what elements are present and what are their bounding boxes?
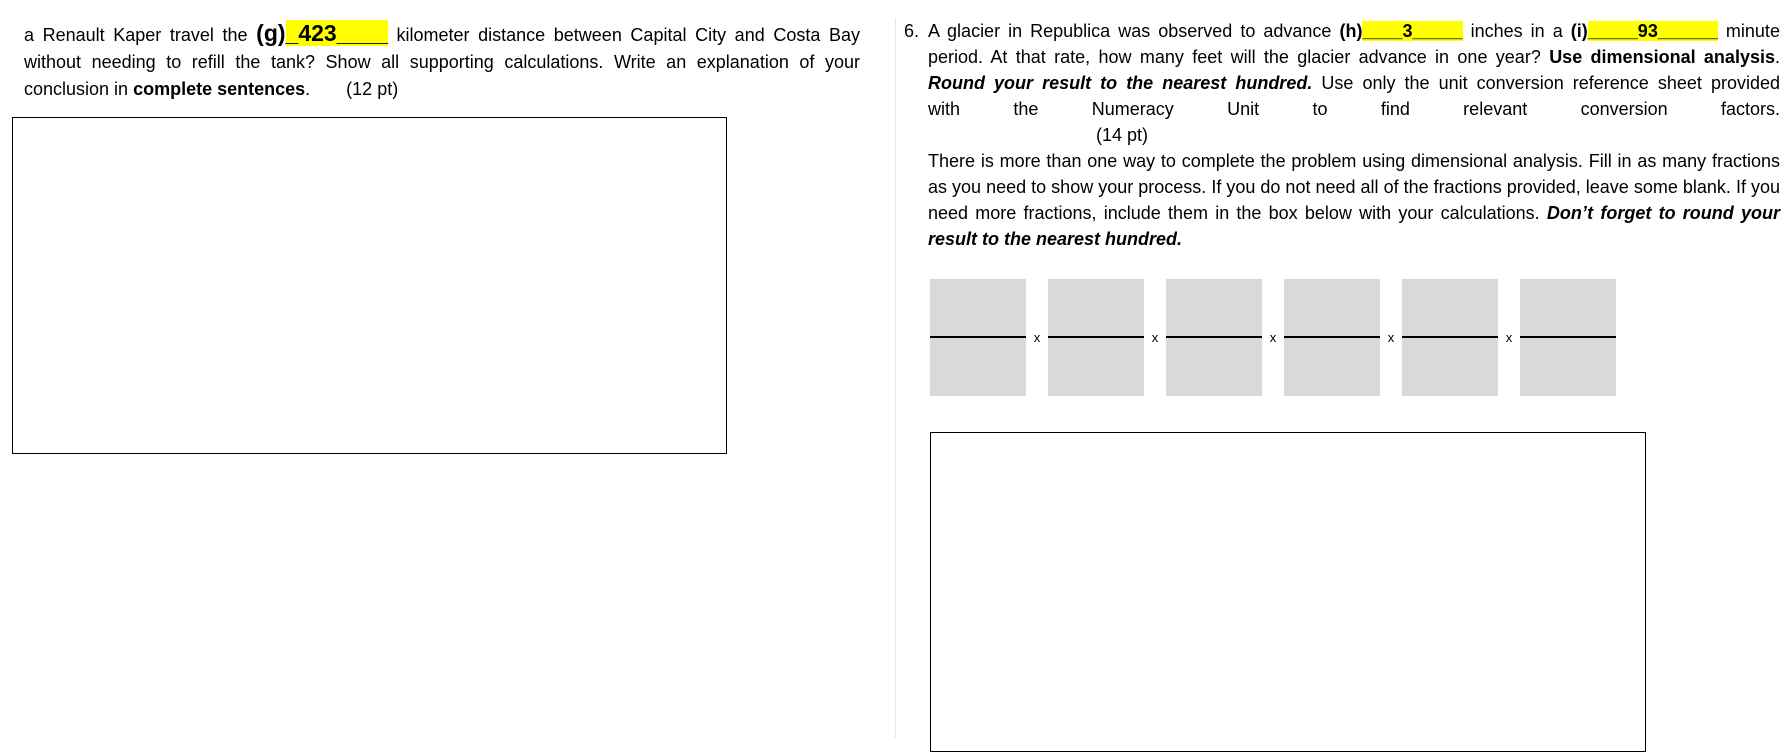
q6-reference-text: Use only the unit conversion reference sheet provided bbox=[1321, 73, 1780, 93]
instructions-text: There is more than one way to complete the problem using dimensional analysis. Fill in as many fractions as you need to show your process. If you do not need all of the fractions provided, leave some blank. If you need more fractions, include them in the box below with your calculations. bbox=[928, 151, 1780, 223]
fraction-bar bbox=[1402, 336, 1498, 338]
left-line-2: without needing to refill the tank? Show all supporting calculations. Write an explanation of your bbox=[24, 52, 860, 72]
multiply-sign: x bbox=[1269, 330, 1277, 345]
q6-line-2-end: . bbox=[1774, 47, 1780, 67]
fraction-box-6[interactable] bbox=[1520, 279, 1616, 396]
fraction-bar bbox=[1284, 336, 1380, 338]
left-line-3-period: . bbox=[305, 79, 311, 99]
fraction-row bbox=[930, 279, 1670, 396]
g-label: (g) bbox=[256, 20, 286, 46]
left-intro-text: a Renault Kaper travel the bbox=[24, 25, 248, 45]
fraction-box-3[interactable] bbox=[1166, 279, 1262, 396]
multiply-sign: x bbox=[1033, 330, 1041, 345]
multiply-sign: x bbox=[1387, 330, 1395, 345]
right-points: (14 pt) bbox=[1096, 125, 1149, 145]
q6-line-3 bbox=[928, 70, 1780, 96]
fraction-bar bbox=[1048, 336, 1144, 338]
left-line-3 bbox=[24, 76, 860, 103]
fraction-bar bbox=[1166, 336, 1262, 338]
q6-line-2 bbox=[928, 44, 1780, 70]
multiply-sign: x bbox=[1151, 330, 1159, 345]
multiply-sign: x bbox=[1505, 330, 1513, 345]
dimensional-analysis-bold: Use dimensional analysis bbox=[1549, 47, 1775, 67]
dont-forget-bold-italic: Don’t forget to round your result to the nearest hundred. bbox=[928, 203, 1780, 249]
q6-intro: A glacier in Republica was observed to advance bbox=[928, 21, 1332, 41]
left-question-text bbox=[24, 20, 860, 103]
left-answer-box[interactable] bbox=[12, 117, 727, 454]
question-6-paragraph bbox=[928, 18, 1780, 148]
left-line-1 bbox=[24, 20, 860, 49]
round-instruction-bold-italic: Round your result to the nearest hundred. bbox=[928, 73, 1313, 93]
instructions-paragraph bbox=[928, 148, 1780, 252]
complete-sentences-bold: complete sentences bbox=[133, 79, 306, 99]
h-label: (h) bbox=[1339, 21, 1363, 41]
fraction-bar bbox=[1520, 336, 1616, 338]
q6-inches-text: inches in a bbox=[1470, 21, 1563, 41]
q6-minute-text: minute bbox=[1725, 21, 1780, 41]
fraction-box-2[interactable] bbox=[1048, 279, 1144, 396]
fraction-box-4[interactable] bbox=[1284, 279, 1380, 396]
left-line-3-pre: conclusion in bbox=[24, 79, 129, 99]
right-answer-box[interactable] bbox=[930, 432, 1646, 752]
right-question-text bbox=[904, 18, 1780, 252]
fraction-box-1[interactable] bbox=[930, 279, 1026, 396]
left-line-1-rest: kilometer distance between Capital City and Costa Bay bbox=[396, 25, 860, 45]
h-value-highlight: ____3_____ bbox=[1362, 21, 1463, 41]
fraction-bar bbox=[930, 336, 1026, 338]
question-number: 6. bbox=[904, 21, 920, 41]
q6-period-text: period. At that rate, how many feet will the glacier advance in one year? bbox=[928, 47, 1541, 67]
left-points: (12 pt) bbox=[346, 79, 399, 99]
fraction-box-5[interactable] bbox=[1402, 279, 1498, 396]
page-divider bbox=[895, 18, 896, 738]
q6-line-1 bbox=[928, 18, 1780, 44]
i-value-highlight: _____93______ bbox=[1587, 21, 1718, 41]
q6-line-4: with the Numeracy Unit to find relevant conversion factors. bbox=[928, 99, 1780, 119]
i-label: (i) bbox=[1570, 21, 1588, 41]
g-value-highlight: _423____ bbox=[285, 20, 388, 46]
